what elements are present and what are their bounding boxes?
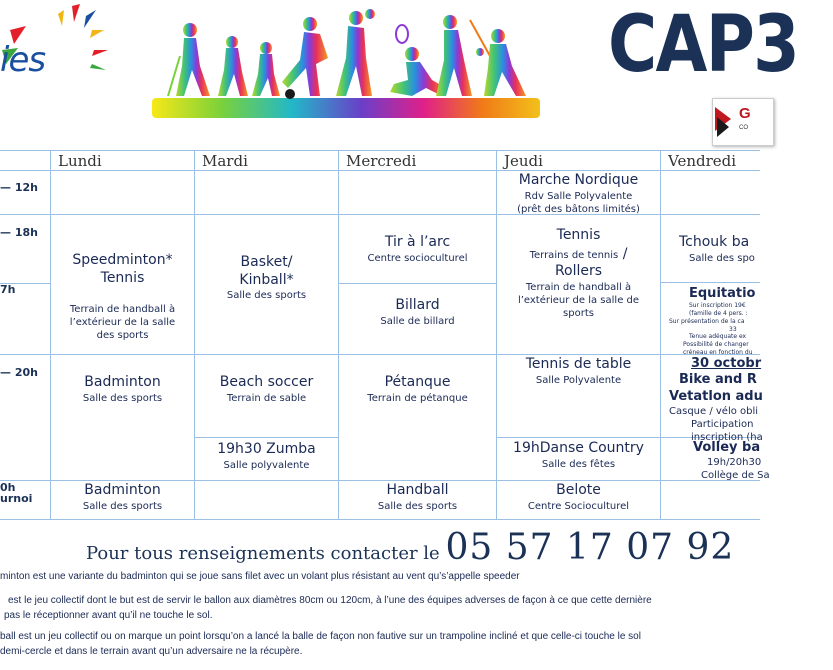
activity-title: Beach soccer <box>219 374 314 390</box>
day-header-tuesday: Mardi <box>202 152 248 170</box>
activity-detail: Casque / vélo obli <box>669 405 759 417</box>
badge-arrow-dark-icon <box>717 117 729 137</box>
activity-title: Tennis de table <box>525 356 632 372</box>
activity-title: Tir à l’arc <box>384 234 451 250</box>
activity-title: Kinball* <box>239 271 294 288</box>
activity-location: Terrains de tennis <box>529 249 619 261</box>
badge-letter: G <box>739 105 751 122</box>
activity-location: Terrain de pétanque <box>367 392 468 404</box>
activity-location: Salle polyvalente <box>223 459 310 471</box>
activity-location: des sports <box>96 330 149 341</box>
cell-thursday-morning <box>497 172 660 216</box>
activity-location: Centre socioculturel <box>367 252 468 264</box>
activity-detail: Tenue adéquate ex <box>689 333 747 341</box>
activity-title: Rollers <box>554 263 603 279</box>
cell-tuesday-evening-1 <box>195 374 338 405</box>
cell-tuesday-afternoon <box>195 254 338 302</box>
activity-title: Speedminton* <box>72 252 173 268</box>
activity-title: Equitatio <box>689 286 756 301</box>
activity-title: Tennis <box>556 227 601 243</box>
cap-title: CAP3 <box>608 0 799 90</box>
cell-wednesday-late <box>339 482 496 513</box>
activity-title: Bike and R <box>679 372 757 388</box>
activity-title: Pétanque <box>384 374 451 390</box>
activity-location: Salle des spo <box>689 252 755 264</box>
contact-label: Pour tous renseignements contacter le <box>86 543 446 564</box>
day-header-wednesday: Mercredi <box>346 152 417 170</box>
activity-location: Terrain de handball à <box>525 281 632 293</box>
activity-location: Centre Socioculturel <box>527 500 630 512</box>
cell-friday-afternoon-1 <box>661 234 819 265</box>
activity-location: Salle des sports <box>82 392 163 404</box>
cell-friday-evening-2 <box>661 440 833 482</box>
activity-title: Belote <box>556 482 601 498</box>
activity-detail: Sur présentation de la ca <box>669 317 745 325</box>
time-label-18h: — 18h <box>0 226 38 239</box>
activity-location: Terrain de sable <box>226 392 307 404</box>
activity-detail: inscription (ha <box>691 431 763 443</box>
day-header-monday: Lundi <box>58 152 102 170</box>
activity-title: Tennis <box>100 269 145 286</box>
activity-detail: Sur inscription 19€ <box>689 302 746 310</box>
activity-title: Badminton <box>84 482 161 498</box>
time-label-12h: — 12h <box>0 181 38 194</box>
time-label-17h: 7h <box>0 283 16 296</box>
activity-date: 30 octobr <box>691 356 762 371</box>
activity-title: 19hDanse Country <box>513 440 644 456</box>
note-tchoukball-2: demi-cercle et dans le terrain avant qu’un adversaire ne la récupère. <box>0 646 303 657</box>
activity-title: Tchouk ba <box>679 234 750 250</box>
badge-small-text: CO <box>739 125 748 131</box>
cell-wednesday-evening <box>339 374 496 405</box>
activity-location: l’extérieur de la salle <box>69 317 176 328</box>
activity-detail: Participation <box>691 418 754 430</box>
logo-left <box>0 0 110 110</box>
note-tchoukball-1: ball est un jeu collectif ou on marque un point lorsqu’on a lancé la balle de façon non fautive sur un trampoline incliné et que celle-ci touche le sol <box>0 631 641 642</box>
activity-note: (prêt des bâtons limités) <box>517 203 640 215</box>
activity-location: Salle des sports <box>377 500 458 512</box>
cell-wednesday-afternoon-2 <box>339 297 496 328</box>
activity-location: sports <box>563 307 594 319</box>
contact-line <box>86 527 734 568</box>
cell-tuesday-evening-2 <box>195 441 338 472</box>
activity-detail: créneau en fonction du <box>683 349 753 357</box>
cell-wednesday-afternoon-1 <box>339 234 496 265</box>
cell-thursday-evening-2 <box>497 440 660 471</box>
cell-monday-evening <box>51 374 194 405</box>
cell-thursday-evening-1 <box>497 356 660 387</box>
activity-title: Marche Nordique <box>518 172 639 188</box>
cell-thursday-late <box>497 482 660 513</box>
activity-title: Vetatlon adu <box>669 388 763 404</box>
activity-title: Handball <box>386 482 449 498</box>
activity-title: 19h30 Zumba <box>217 441 316 457</box>
activity-location: l’extérieur de la salle de <box>517 294 640 306</box>
activity-location: Salle des sports <box>226 290 307 301</box>
activity-detail: Possibilité de changer <box>683 341 749 349</box>
cell-monday-afternoon <box>51 252 194 342</box>
activity-detail: 33 <box>729 325 737 333</box>
activity-time: 19h/20h30 <box>707 457 762 469</box>
activity-location: Salle de billard <box>380 315 455 327</box>
activity-title: Basket/ <box>240 254 293 270</box>
cell-monday-late <box>51 482 194 513</box>
athletes-illustration <box>150 8 542 120</box>
activity-title: Volley ba <box>693 440 761 455</box>
activity-title: Badminton <box>84 374 161 390</box>
activity-location: Terrain de handball à <box>69 304 176 315</box>
sports-banner <box>150 8 542 120</box>
activity-location: Salle des sports <box>82 500 163 512</box>
day-header-friday: Vendredi <box>668 152 737 170</box>
note-kinball-1: est le jeu collectif dont le but est de servir le ballon aux diamètres 80cm ou 120cm, à l’une des équipes adverses de façon à ce que cette dernière <box>8 595 652 606</box>
time-label-tournoi: urnoi <box>0 492 33 505</box>
activity-location: Rdv Salle Polyvalente <box>524 190 633 202</box>
sponsor-badge <box>712 98 774 146</box>
note-speedminton: minton est une variante du badminton qui se joue sans filet avec un volant plus résistant au vent qu’s’appelle speeder <box>0 571 520 582</box>
day-header-thursday: Jeudi <box>504 152 543 170</box>
time-label-late: 0h <box>0 481 16 494</box>
note-kinball-2: pas le réceptionner avant qu’il ne touche le sol. <box>4 610 213 621</box>
activity-location: Collège de Sa <box>701 470 770 482</box>
activity-detail: (famille de 4 pers. : <box>689 310 748 318</box>
activity-separator: / <box>622 245 628 262</box>
contact-phone: 05 57 17 07 92 <box>445 527 735 568</box>
cell-friday-evening-1 <box>661 356 831 444</box>
time-label-20h: — 20h <box>0 366 38 379</box>
cell-thursday-afternoon <box>497 227 660 320</box>
logo-text: ies <box>0 40 46 80</box>
activity-title: Billard <box>395 297 440 313</box>
cell-friday-afternoon-2 <box>661 286 829 357</box>
activity-location: Salle des fêtes <box>541 458 616 470</box>
activity-location: Salle Polyvalente <box>535 374 622 386</box>
